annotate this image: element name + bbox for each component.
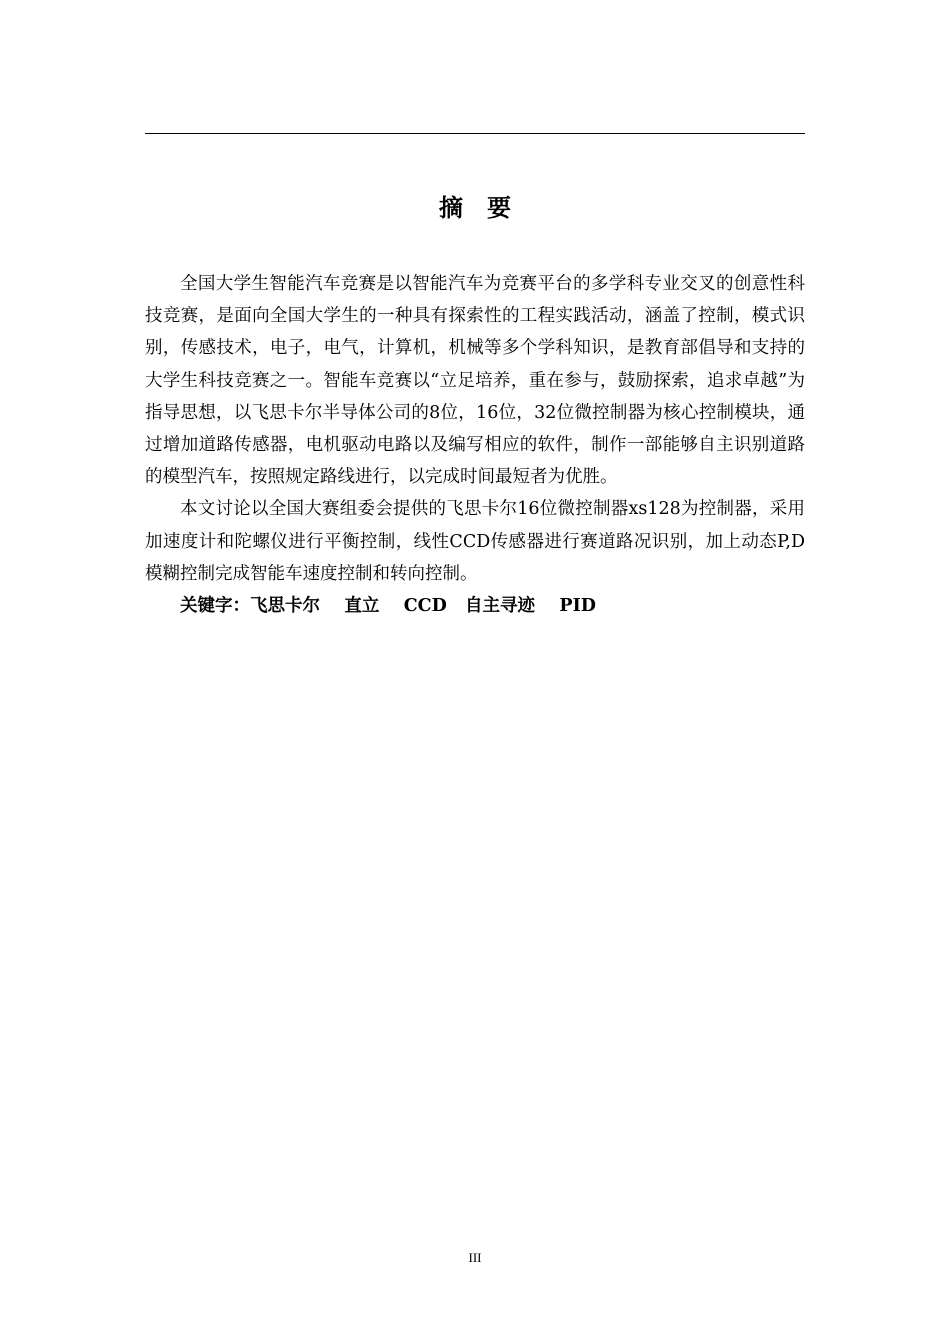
page-number: III xyxy=(468,1250,482,1265)
abstract-body xyxy=(145,268,805,622)
page-title: 摘 要 xyxy=(439,194,511,222)
abstract-paragraph-2: 本文讨论以全国大赛组委会提供的飞思卡尔16位微控制器xs128为控制器，采用加速度计和陀螺仪进行平衡控制，线性CCD传感器进行赛道路况识别，加上动态P,D模糊控制完成智能车速度控制和转向控制。 xyxy=(145,499,805,584)
abstract-paragraph-1: 全国大学生智能汽车竞赛是以智能汽车为竞赛平台的多学科专业交叉的创意性科技竞赛，是面向全国大学生的一种具有探索性的工程实践活动，涵盖了控制，模式识别，传感技术，电子，电气，计算机，机械等多个学科知识，是教育部倡导和支持的大学生科技竞赛之一。智能车竞赛以“立足培养，重在参与，鼓励探索，追求卓越”为指导思想，以飞思卡尔半导体公司的8位，16位，32位微控制器为核心控制模块，通过增加道路传感器，电机驱动电路以及编写相应的软件，制作一部能够自主识别道路的模型汽车，按照规定路线进行，以完成时间最短者为优胜。 xyxy=(145,274,805,488)
header-rule xyxy=(145,133,805,134)
keywords-line: 关键字：飞思卡尔 直立 CCD 自主寻迹 PID xyxy=(180,596,596,617)
